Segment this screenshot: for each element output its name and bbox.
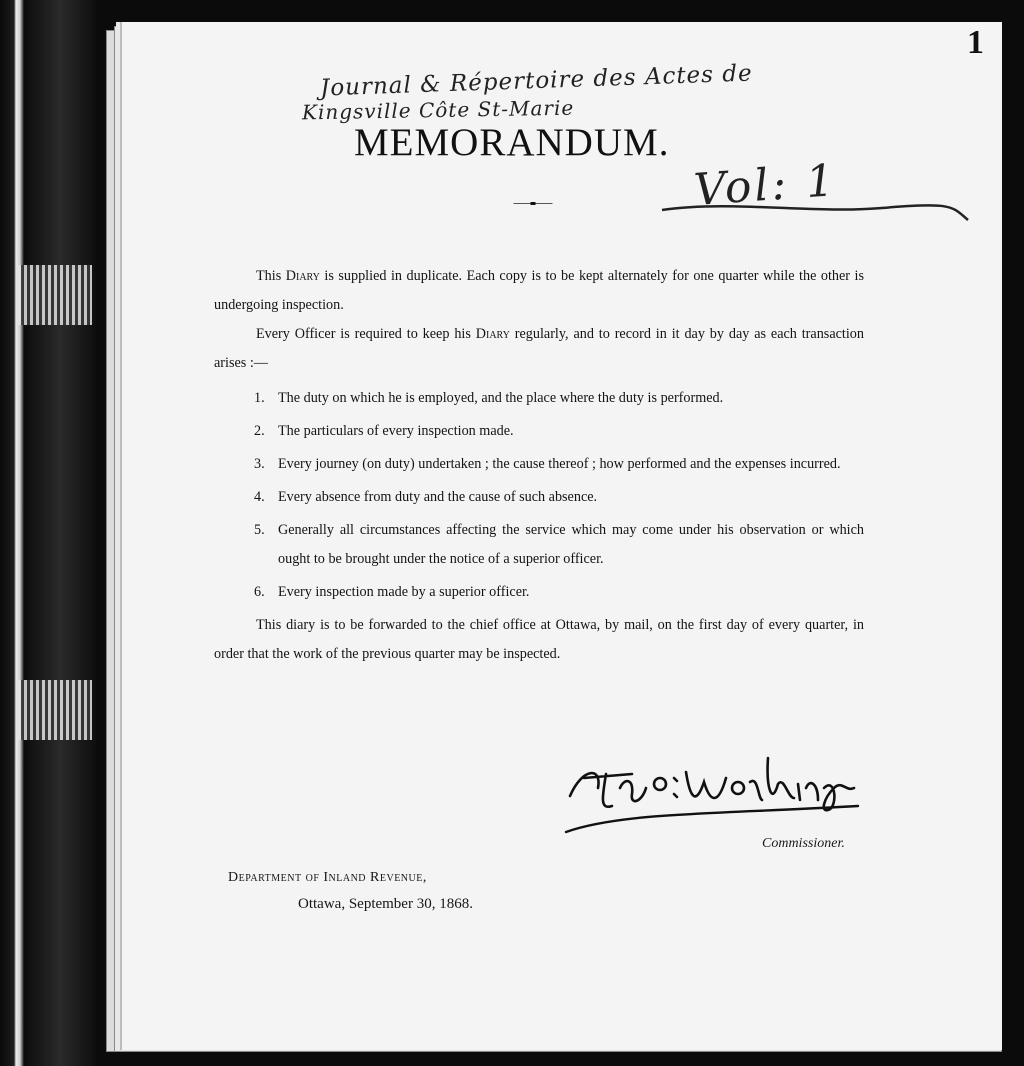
date-line: Ottawa, September 30, 1868.	[298, 896, 473, 912]
list-item-number: 2.	[254, 423, 265, 439]
paragraph-3: This diary is to be forwarded to the chief office at Ottawa, by mail, on the first day of every quarter, in order that the work of the previous quarter may be inspected.	[214, 617, 864, 662]
memorandum-body	[214, 262, 864, 669]
page-title: MEMORANDUM.	[354, 121, 670, 164]
requirements-list	[214, 384, 864, 607]
list-item-number: 5.	[254, 522, 265, 538]
list-item	[214, 417, 864, 446]
handwritten-volume: Vol: 1	[692, 155, 839, 216]
page-number: 1	[967, 24, 984, 61]
list-item	[214, 578, 864, 607]
paragraph-1-start: This	[256, 268, 286, 284]
list-item-number: 3.	[254, 456, 265, 472]
list-item-text: Generally all circumstances affecting the service which may come under his observation or which ought to be brought under the notice of a superior officer.	[278, 522, 864, 567]
handwritten-heading-line1: Journal & Répertoire des Actes de	[319, 60, 754, 102]
binding-strip-lower	[18, 680, 92, 740]
binding-strip-upper	[18, 265, 92, 325]
department-name: Department of Inland Revenue,	[228, 870, 427, 885]
list-item-text: The duty on which he is employed, and the place where the duty is performed.	[278, 390, 724, 406]
title-ornament-rule	[494, 202, 572, 205]
list-item-text: Every journey (on duty) undertaken ; the cause thereof ; how performed and the expenses incurred.	[278, 456, 841, 472]
volume-flourish	[652, 190, 972, 226]
list-item-text: The particulars of every inspection made.	[278, 423, 514, 439]
list-item	[214, 450, 864, 479]
list-item	[214, 516, 864, 574]
list-item-number: 6.	[254, 584, 265, 600]
diary-word: Diary	[285, 268, 320, 284]
commissioner-title: Commissioner.	[762, 836, 845, 851]
paragraph-2-rest: regularly, and to record in it day by day as each transaction arises :—	[214, 326, 864, 371]
paragraph-1	[214, 262, 864, 320]
document-page	[122, 22, 1002, 1050]
signature	[562, 748, 862, 838]
handwritten-heading-line2: Kingsville Côte St-Marie	[301, 95, 575, 125]
paragraph-1-rest: is supplied in duplicate. Each copy is to be kept alternately for one quarter while the other is undergoing inspection.	[214, 268, 864, 313]
list-item-number: 1.	[254, 390, 265, 406]
diary-word: Diary	[475, 326, 510, 342]
list-item-number: 4.	[254, 489, 265, 505]
paragraph-2	[214, 320, 864, 378]
list-item	[214, 483, 864, 512]
list-item-text: Every inspection made by a superior officer.	[278, 584, 530, 600]
adjacent-page-edge	[0, 0, 96, 1066]
paragraph-2-start: Every Officer is required to keep his	[256, 326, 476, 342]
list-item	[214, 384, 864, 413]
list-item-text: Every absence from duty and the cause of such absence.	[278, 489, 598, 505]
